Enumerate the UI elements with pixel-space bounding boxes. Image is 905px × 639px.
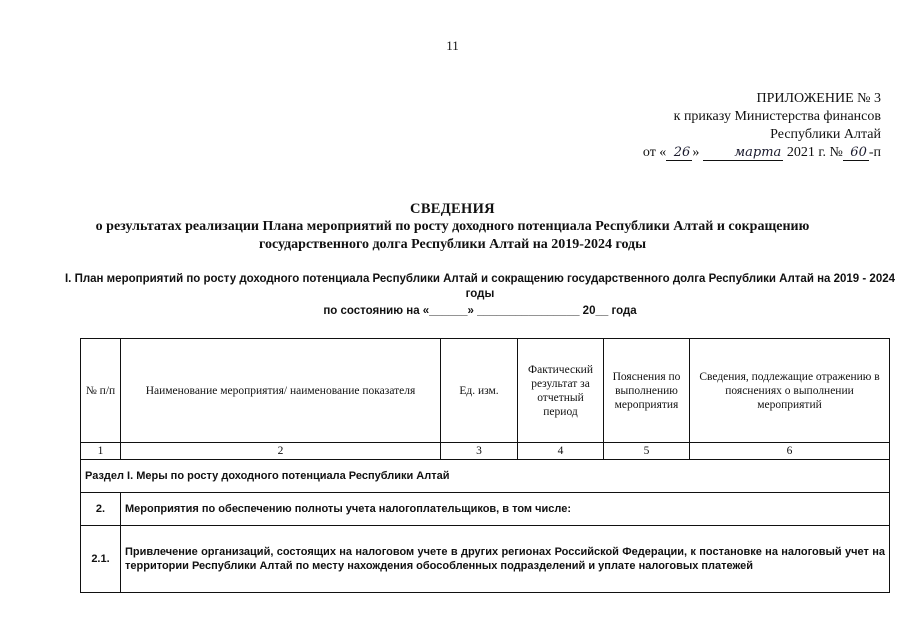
appendix-block (611, 90, 881, 162)
document-title (40, 200, 865, 254)
date-month-handwritten: марта (703, 146, 783, 161)
row-number: 2. (81, 493, 121, 526)
section-row-label: Раздел I. Меры по росту доходного потенциала Республики Алтай (81, 460, 890, 493)
results-table (80, 338, 890, 593)
row-text: Привлечение организаций, состоящих на налоговом учете в других регионах Российской Федерации, к постановке на налоговый учет на территории Республики Алтай по месту нахождения обособленных подразделений и уплате налоговых платежей (121, 526, 890, 593)
row-number: 2.1. (81, 526, 121, 593)
header-explanations: Пояснения по выполнению мероприятия (604, 339, 690, 443)
table-row (81, 493, 890, 526)
column-number: 3 (441, 443, 518, 460)
appendix-region: Республики Алтай (770, 127, 881, 142)
title-main: СВЕДЕНИЯ (410, 201, 495, 217)
column-number: 1 (81, 443, 121, 460)
appendix-title: ПРИЛОЖЕНИЕ № 3 (756, 91, 881, 106)
header-info: Сведения, подлежащие отражению в пояснениях о выполнении мероприятий (690, 339, 890, 443)
section-row (81, 460, 890, 493)
appendix-order-ref: к приказу Министерства финансов (673, 109, 881, 124)
order-number-handwritten: 60 (843, 146, 869, 161)
page-number: 11 (446, 38, 459, 53)
date-year: 2021 г. № (786, 145, 843, 160)
date-mid: » (692, 145, 700, 160)
date-day-handwritten: 26 (666, 146, 692, 161)
date-suffix: -п (868, 145, 881, 160)
column-number-row (81, 443, 890, 460)
table-row (81, 526, 890, 593)
date-prefix: от « (642, 145, 667, 160)
table-header-row (81, 339, 890, 443)
section-heading: I. План мероприятий по росту доходного потенциала Республики Алтай и сокращению государственного долга Республики Алтай на 2019 - 2024 годы (64, 273, 896, 300)
appendix-date-line (611, 144, 881, 162)
as-of-date-line: по состоянию на «______» ________________ 20__ года (323, 305, 637, 317)
row-text: Мероприятия по обеспечению полноты учета налогоплательщиков, в том числе: (121, 493, 890, 526)
header-actual-result: Фактический результат за отчетный период (518, 339, 604, 443)
column-number: 6 (690, 443, 890, 460)
header-name: Наименование мероприятия/ наименование показателя (121, 339, 441, 443)
header-unit: Ед. изм. (441, 339, 518, 443)
column-number: 4 (518, 443, 604, 460)
header-number: № п/п (81, 339, 121, 443)
title-subtitle: о результатах реализации Плана мероприятий по росту доходного потенциала Республики Алтай и сокращению государственного долга Республики Алтай на 2019-2024 годы (95, 219, 810, 252)
column-number: 5 (604, 443, 690, 460)
column-number: 2 (121, 443, 441, 460)
